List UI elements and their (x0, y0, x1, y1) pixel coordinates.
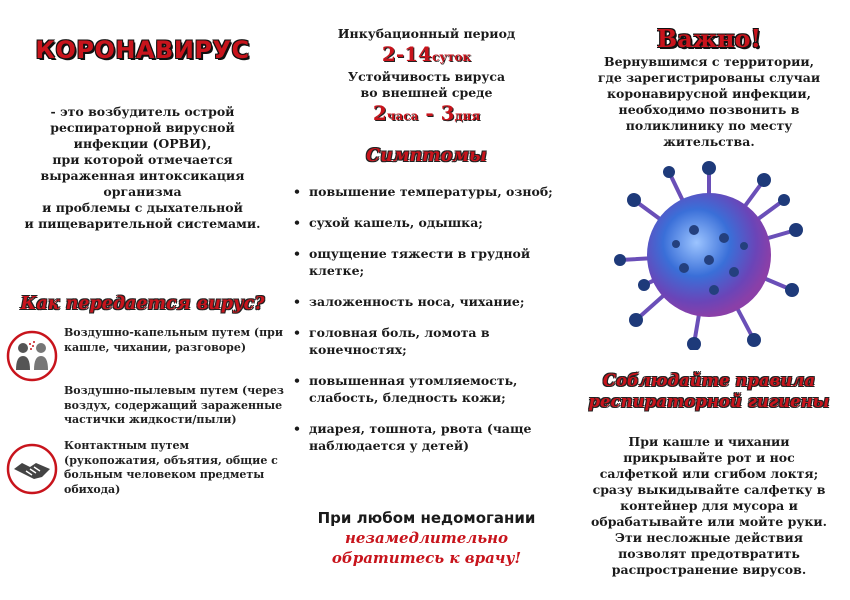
column-right (568, 0, 850, 600)
definition-text: - это возбудитель острой респираторной вирусной инфекции (ОРВИ), при которой отмечается выраженная интоксикация организма и проблемы с дыхательной и пищеварительной системами. (24, 104, 261, 231)
list-item: • повышение температуры, озноб; (293, 184, 553, 199)
stability-label-1: Устойчивость вируса (347, 69, 506, 84)
list-item: • диарея, тошнота, рвота (чаще наблюдается у детей) (293, 421, 532, 453)
column-middle (285, 0, 568, 600)
main-title: КОРОНАВИРУС (35, 36, 250, 64)
stability-label-2: во внешней среде (360, 85, 493, 100)
cough-people-icon (6, 330, 58, 382)
incubation-value: 2-14суток (381, 42, 472, 66)
transmission-text: Контактным путем (рукопожатия, объятия, общие с больным человеком предметы обихода) (64, 439, 278, 496)
hygiene-text: При кашле и чихании прикрывайте рот и нос салфеткой или сгибом локтя; сразу выкидывайте салфетку в контейнер для мусора и обрабатывайте или мойте руки. Эти несложные действия позволят предотвратить распространение вирусов. (591, 434, 827, 577)
handshake-icon (6, 443, 58, 495)
transmission-text: Воздушно-капельным путем (при кашле, чихании, разговоре) (64, 326, 284, 354)
footer-line-2: незамедлительно (344, 529, 509, 547)
symptoms-title: Симптомы (366, 146, 487, 166)
transmission-item-contact (6, 439, 285, 519)
list-item: • повышенная утомляемость, слабость, бледность кожи; (293, 373, 518, 405)
transmission-title: Как передается вирус? (20, 294, 265, 314)
hygiene-title: Соблюдайте правила респираторной гигиены (588, 371, 830, 411)
incubation-label: Инкубационный период (337, 26, 516, 41)
footer-line-3: обратитесь к врачу! (331, 549, 522, 567)
important-text: Вернувшимся с территории, где зарегистрированы случаи коронавирусной инфекции, необходимо позвонить в поликлинику по месту жительства. (597, 54, 821, 149)
list-item: • заложенность носа, чихание; (293, 294, 525, 309)
important-title: Важно! (656, 24, 762, 53)
footer-line-1: При любом недомогании (317, 509, 536, 527)
transmission-item-dust (6, 384, 285, 444)
symptoms-list (291, 183, 563, 468)
virus-illustration (614, 160, 804, 350)
transmission-item-airborne (6, 326, 285, 386)
list-item: • ощущение тяжести в грудной клетке; (293, 246, 531, 278)
column-left (0, 0, 285, 600)
stability-value: 2часа - 3дня (372, 101, 481, 125)
list-item: • сухой кашель, одышка; (293, 215, 483, 230)
list-item: • головная боль, ломота в конечностях; (293, 325, 490, 357)
incubation-block (285, 26, 568, 128)
footer-note (285, 508, 568, 568)
transmission-text: Воздушно-пылевым путем (через воздух, содержащий зараженные частички жидкости/пыли) (64, 384, 284, 426)
